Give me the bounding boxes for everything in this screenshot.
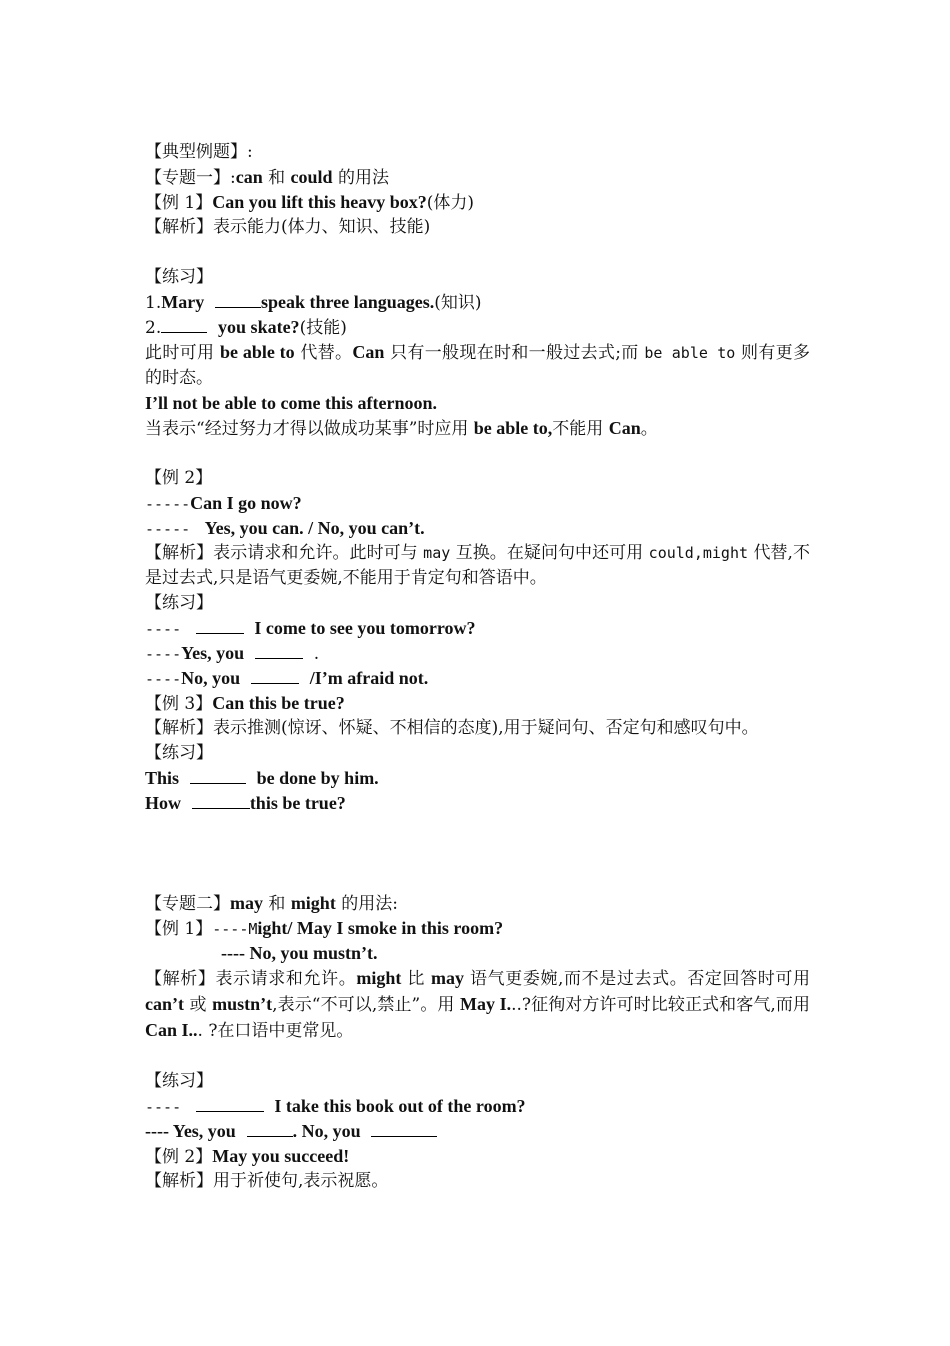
topic2-title-b: might <box>290 893 336 913</box>
dialogue-text: Can I go now? <box>190 493 302 513</box>
spacer <box>145 816 810 841</box>
note-bold: Can <box>608 418 641 438</box>
topic1-title-suffix: 的用法 <box>332 168 389 188</box>
practice-item-2 <box>145 315 810 340</box>
dialogue-dash: ---- <box>145 1098 191 1116</box>
analysis-text: 【解析】用于祈使句,表示祝愿。 <box>145 1171 389 1191</box>
dialogue-punct: . <box>313 644 320 664</box>
example-sentence: May you succeed! <box>212 1146 350 1166</box>
analysis-bold: might <box>356 968 402 988</box>
example-sentence: Can this be true? <box>212 693 345 713</box>
topic1-example1 <box>145 190 810 215</box>
dialogue-text: . No, you <box>292 1121 361 1141</box>
analysis-paragraph-3 <box>145 716 810 741</box>
example-sentence-text: I’ll not be able to come this afternoon. <box>145 393 437 413</box>
note-mono: be able to <box>644 344 736 362</box>
topic2-example2 <box>145 1144 810 1169</box>
item-number: 1. <box>145 293 162 313</box>
example-label: 【例 2】 <box>145 1147 213 1167</box>
practice-q3 <box>145 666 810 691</box>
analysis-text: 【解析】表示请求和允许。此时可与 <box>145 543 424 563</box>
item-note: (技能) <box>299 318 347 338</box>
practice-s1 <box>145 1094 810 1119</box>
practice-label <box>145 741 810 766</box>
item-text: Mary <box>161 292 205 312</box>
topic2-analysis <box>145 966 810 1044</box>
topic1-title-b: could <box>290 167 333 187</box>
analysis-text: 比 <box>401 969 431 989</box>
topic2-example1-answer <box>145 941 810 966</box>
analysis-bold: may <box>430 968 464 988</box>
item-text: This <box>145 768 180 788</box>
spacer <box>145 240 810 265</box>
practice-label-text: 【练习】 <box>145 593 213 613</box>
document-page <box>145 140 810 1194</box>
topic1-title <box>145 165 810 190</box>
section-heading <box>145 140 810 165</box>
answer-blank[interactable] <box>196 1095 264 1112</box>
dialogue-dash: ---- <box>145 645 182 663</box>
practice-label <box>145 591 810 616</box>
analysis-bold: can’t <box>145 994 184 1014</box>
topic2-example1 <box>145 916 810 941</box>
item-text: this be true? <box>249 793 346 813</box>
topic1-title-mid: 和 <box>262 168 291 188</box>
analysis-bold: mustn’t <box>212 994 273 1014</box>
dialogue-text: I take this book out of the room? <box>274 1096 526 1116</box>
topic1-title-a: can <box>235 167 263 187</box>
note-paragraph-1 <box>145 340 810 391</box>
analysis-text: 【解析】表示推测(惊讶、怀疑、不相信的态度),用于疑问句、否定句和感叹句中。 <box>145 718 759 738</box>
practice-q2 <box>145 641 810 666</box>
answer-blank[interactable] <box>196 617 244 634</box>
note-text: 代替。 <box>294 343 353 363</box>
note-paragraph-2 <box>145 416 810 441</box>
practice-label <box>145 265 810 290</box>
answer-blank[interactable] <box>192 792 250 809</box>
section-heading-text: 【典型例题】: <box>145 142 253 162</box>
note-text: 则有更多的时态。 <box>145 343 810 388</box>
note-text: 不能用 <box>552 419 609 439</box>
analysis-mono: may <box>423 544 451 562</box>
analysis-text: 或 <box>184 995 213 1015</box>
example2-answer <box>145 516 810 541</box>
note-bold: be able to, <box>473 418 553 438</box>
item-text: How <box>145 793 181 813</box>
dialogue-dash: ----M <box>212 920 258 938</box>
topic2-analysis2 <box>145 1169 810 1194</box>
analysis-bold: Can I.. <box>145 1020 198 1040</box>
analysis-text: 语气更委婉,而不是过去式。否定回答时可用 <box>463 969 810 989</box>
answer-blank[interactable] <box>255 642 303 659</box>
spacer <box>145 441 810 466</box>
example-note: (体力) <box>426 193 475 213</box>
dialogue-dash: ----- <box>145 520 200 538</box>
example-label: 【例 3】 <box>145 694 213 714</box>
analysis-text: 【解析】表示请求和允许。 <box>145 969 357 989</box>
topic2-title-suffix: 的用法: <box>335 894 398 914</box>
topic1-analysis1 <box>145 215 810 240</box>
analysis-text: . ?在口语中更常见。 <box>197 1021 354 1041</box>
analysis-mono: could,might <box>648 544 749 562</box>
item-number: 2. <box>145 318 162 338</box>
note-text: 只有一般现在时和一般过去式;而 <box>384 343 645 363</box>
practice-label <box>145 1069 810 1094</box>
practice-item-1 <box>145 290 810 315</box>
note-text: 当表示“经过努力才得以做成功某事”时应用 <box>145 419 474 439</box>
practice-r1 <box>145 766 810 791</box>
analysis-bold: May I. <box>460 994 512 1014</box>
example2-label <box>145 466 810 491</box>
analysis-text: ..?征徇对方许可时比较正式和客气,而用 <box>511 995 811 1015</box>
practice-s2 <box>145 1119 810 1144</box>
item-text: you skate? <box>218 317 300 337</box>
example3 <box>145 691 810 716</box>
analysis-text: ,表示“不可以,禁止”。用 <box>272 995 461 1015</box>
example-sentence-line <box>145 391 810 416</box>
example2-question <box>145 491 810 516</box>
dialogue-dash: ---- <box>145 620 191 638</box>
dialogue-text: ---- Yes, you <box>145 1121 236 1141</box>
item-text: be done by him. <box>256 768 379 788</box>
note-text: 。 <box>640 419 658 439</box>
analysis-text: 代替,不是过去式,只是语气更委婉,不能用于肯定句和答语中。 <box>145 543 811 588</box>
topic1-title-prefix: 【专题一】: <box>145 168 236 188</box>
analysis-paragraph-2 <box>145 541 810 591</box>
note-bold: be able to <box>220 342 295 362</box>
analysis-text: 互换。在疑问句中还可用 <box>450 543 649 563</box>
answer-blank[interactable] <box>251 667 299 684</box>
practice-label-text: 【练习】 <box>145 267 213 287</box>
example-label: 【例 2】 <box>145 468 213 488</box>
dialogue-text: I come to see you tomorrow? <box>254 618 476 638</box>
note-text: 此时可用 <box>145 343 221 363</box>
spacer <box>145 1044 810 1069</box>
topic2-title-mid: 和 <box>263 894 291 914</box>
practice-label-text: 【练习】 <box>145 1071 213 1091</box>
spacer <box>145 866 810 891</box>
answer-blank[interactable] <box>371 1120 437 1137</box>
dialogue-text: /I’m afraid not. <box>309 668 429 688</box>
example-label: 【例 1】 <box>145 919 213 939</box>
topic2-title <box>145 891 810 916</box>
example-label: 【例 1】 <box>145 193 213 213</box>
example-sentence: Can you lift this heavy box? <box>212 192 427 212</box>
answer-blank[interactable] <box>161 316 207 333</box>
dialogue-text: Yes, you can. / No, you can’t. <box>204 518 425 538</box>
note-bold: Can <box>352 342 385 362</box>
dialogue-dash: ---- <box>145 670 182 688</box>
spacer <box>145 841 810 866</box>
practice-label-text: 【练习】 <box>145 743 213 763</box>
topic2-title-a: may <box>230 893 263 913</box>
dialogue-text: ---- No, you mustn’t. <box>221 943 378 963</box>
dialogue-dash: ----- <box>145 495 191 513</box>
dialogue-text: Yes, you <box>181 643 245 663</box>
answer-blank[interactable] <box>215 291 261 308</box>
practice-q1 <box>145 616 810 641</box>
answer-blank[interactable] <box>190 767 246 784</box>
item-note: (知识) <box>434 293 482 313</box>
dialogue-text: ight/ May I smoke in this room? <box>257 918 504 938</box>
topic2-title-prefix: 【专题二】 <box>145 894 230 914</box>
item-text: speak three languages. <box>261 292 435 312</box>
practice-r2 <box>145 791 810 816</box>
dialogue-text: No, you <box>181 668 241 688</box>
answer-blank[interactable] <box>247 1120 293 1137</box>
analysis-text: 【解析】表示能力(体力、知识、技能) <box>145 217 431 237</box>
